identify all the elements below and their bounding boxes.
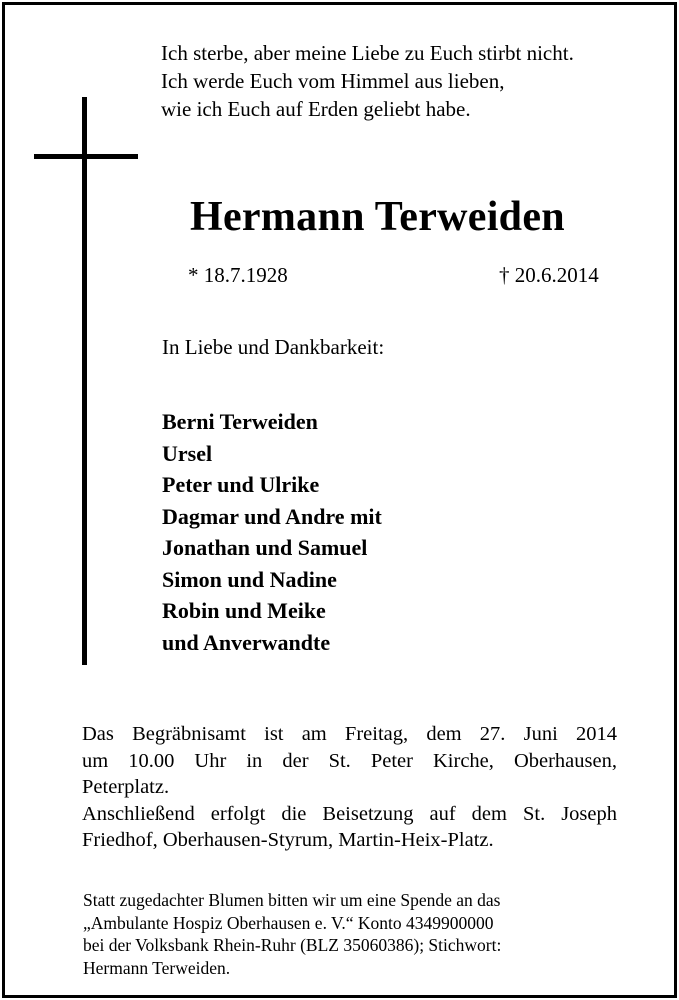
death-date: † 20.6.2014 xyxy=(499,263,599,287)
family-member: Simon und Nadine xyxy=(162,566,337,592)
family-member: Ursel xyxy=(162,440,213,466)
cross-vertical-bar xyxy=(82,97,87,665)
family-member: Jonathan und Samuel xyxy=(162,535,368,560)
donation-info xyxy=(83,889,501,979)
family-member: Peter und Ulrike xyxy=(162,472,320,497)
donation-line: bei der Volksbank Rhein-Ruhr (BLZ 35060386); Stichwort: xyxy=(83,935,502,955)
donation-line: Statt zugedachter Blumen bitten wir um eine Spende an das xyxy=(83,890,501,910)
quote-line: Ich werde Euch vom Himmel aus lieben, xyxy=(161,69,505,93)
funeral-line: Peterplatz. xyxy=(82,776,170,798)
family-member: Robin und Meike xyxy=(162,598,326,623)
family-list xyxy=(162,406,382,658)
birth-date: * 18.7.1928 xyxy=(188,263,288,287)
family-member: und Anverwandte xyxy=(162,629,331,655)
funeral-info xyxy=(82,721,617,854)
quote-block xyxy=(161,39,574,123)
cross-horizontal-bar xyxy=(34,154,138,159)
family-member: Berni Terweiden xyxy=(162,409,318,434)
funeral-line: Das Begräbnisamt ist am Freitag, dem 27. Juni 2014 xyxy=(82,723,617,745)
deceased-name: Hermann Terweiden xyxy=(190,194,565,240)
thanks-line: In Liebe und Dankbarkeit: xyxy=(162,335,385,359)
funeral-line: Anschließend erfolgt die Beisetzung auf dem St. Joseph xyxy=(82,802,617,825)
funeral-line: Friedhof, Oberhausen-Styrum, Martin-Heix-Platz. xyxy=(82,829,494,851)
family-member: Dagmar und Andre mit xyxy=(162,503,382,529)
funeral-line: um 10.00 Uhr in der St. Peter Kirche, Oberhausen, xyxy=(82,749,617,772)
donation-line: „Ambulante Hospiz Oberhausen e. V.“ Konto 4349900000 xyxy=(83,912,494,933)
obituary-notice xyxy=(2,2,677,998)
quote-line: Ich sterbe, aber meine Liebe zu Euch stirbt nicht. xyxy=(161,41,574,65)
donation-line: Hermann Terweiden. xyxy=(83,957,231,978)
quote-line: wie ich Euch auf Erden geliebt habe. xyxy=(161,97,471,121)
